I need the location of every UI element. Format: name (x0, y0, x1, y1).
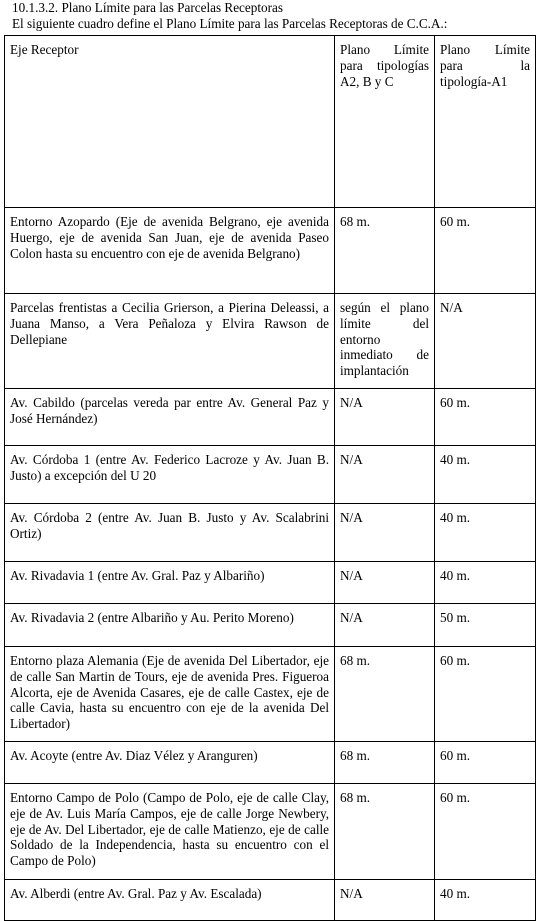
cell-eje: Parcelas frentistas a Cecilia Grierson, a Pierina Deleassi, a Juana Manso, a Vera Peñaloza y Elvira Rawson de Dellepiane (5, 294, 335, 389)
cell-eje: Av. Acoyte (entre Av. Diaz Vélez y Aranguren) (5, 742, 335, 784)
cell-plano-a2-b-c: 68 m. (335, 784, 435, 880)
cell-plano-a1: 40 m. (435, 880, 536, 921)
cell-eje: Av. Córdoba 2 (entre Av. Juan B. Justo y Av. Scalabrini Ortiz) (5, 504, 335, 562)
intro-text: El siguiente cuadro define el Plano Límite para las Parcelas Receptoras de C.C.A.: (12, 16, 448, 31)
table-row (5, 504, 536, 562)
cell-plano-a1: 50 m. (435, 604, 536, 647)
table-row (5, 208, 536, 294)
cell-plano-a1: 40 m. (435, 446, 536, 504)
cell-plano-a2-b-c: N/A (335, 880, 435, 921)
cell-plano-a1: 40 m. (435, 562, 536, 604)
cell-eje: Av. Rivadavia 2 (entre Albariño y Au. Perito Moreno) (5, 604, 335, 647)
header-plano-a2-b-c: Plano Límite para tipologías A2, B y C (335, 36, 435, 208)
cell-plano-a2-b-c: 68 m. (335, 208, 435, 294)
table-row (5, 562, 536, 604)
header-eje-receptor: Eje Receptor (5, 36, 335, 208)
table-row (5, 647, 536, 742)
header-plano-a1: Plano Límite para la tipología-A1 (435, 36, 536, 208)
table-row (5, 389, 536, 446)
cell-plano-a2-b-c: 68 m. (335, 742, 435, 784)
cell-plano-a1: 60 m. (435, 742, 536, 784)
cell-plano-a1: 60 m. (435, 208, 536, 294)
cell-plano-a2-b-c: según el plano límite del entorno inmediato de implantación (335, 294, 435, 389)
cell-plano-a2-b-c: N/A (335, 389, 435, 446)
cell-eje: Av. Córdoba 1 (entre Av. Federico Lacroze y Av. Juan B. Justo) a excepción del U 20 (5, 446, 335, 504)
table-row (5, 604, 536, 647)
cell-eje: Av. Alberdi (entre Av. Gral. Paz y Av. Escalada) (5, 880, 335, 921)
cell-eje: Av. Cabildo (parcelas vereda par entre Av. General Paz y José Hernández) (5, 389, 335, 446)
cell-plano-a1: 60 m. (435, 647, 536, 742)
cell-plano-a1: 40 m. (435, 504, 536, 562)
cell-eje: Entorno plaza Alemania (Eje de avenida Del Libertador, eje de calle San Martin de Tours, eje de avenida Pres. Figueroa Alcorta, eje de Avenida Casares, eje de calle Castex, eje de calle Cavia, hasta su encuentro con eje de la avenida Del Libertador) (5, 647, 335, 742)
cell-plano-a2-b-c: N/A (335, 504, 435, 562)
table-row (5, 784, 536, 880)
table-header-row (5, 36, 536, 208)
document-heading (12, 0, 447, 32)
table-row (5, 294, 536, 389)
plano-limite-table (4, 35, 536, 921)
cell-plano-a2-b-c: 68 m. (335, 647, 435, 742)
cell-plano-a2-b-c: N/A (335, 562, 435, 604)
cell-plano-a1: N/A (435, 294, 536, 389)
table-row (5, 742, 536, 784)
cell-eje: Entorno Azopardo (Eje de avenida Belgrano, eje avenida Huergo, eje de avenida San Juan, eje de avenida Paseo Colon hasta su encuentro con eje de avenida Belgrano) (5, 208, 335, 294)
table-row (5, 446, 536, 504)
cell-eje: Av. Rivadavia 1 (entre Av. Gral. Paz y Albariño) (5, 562, 335, 604)
cell-plano-a2-b-c: N/A (335, 446, 435, 504)
cell-plano-a1: 60 m. (435, 389, 536, 446)
table-row (5, 880, 536, 921)
cell-plano-a2-b-c: N/A (335, 604, 435, 647)
cell-eje: Entorno Campo de Polo (Campo de Polo, eje de calle Clay, eje de Av. Luis María Campos, eje de calle Jorge Newbery, eje de Av. Del Libertador, eje de calle Matienzo, eje de calle Soldado de la Independencia, hasta su encuentro con el Campo de Polo) (5, 784, 335, 880)
section-title: 10.1.3.2. Plano Límite para las Parcelas Receptoras (12, 0, 283, 15)
cell-plano-a1: 60 m. (435, 784, 536, 880)
